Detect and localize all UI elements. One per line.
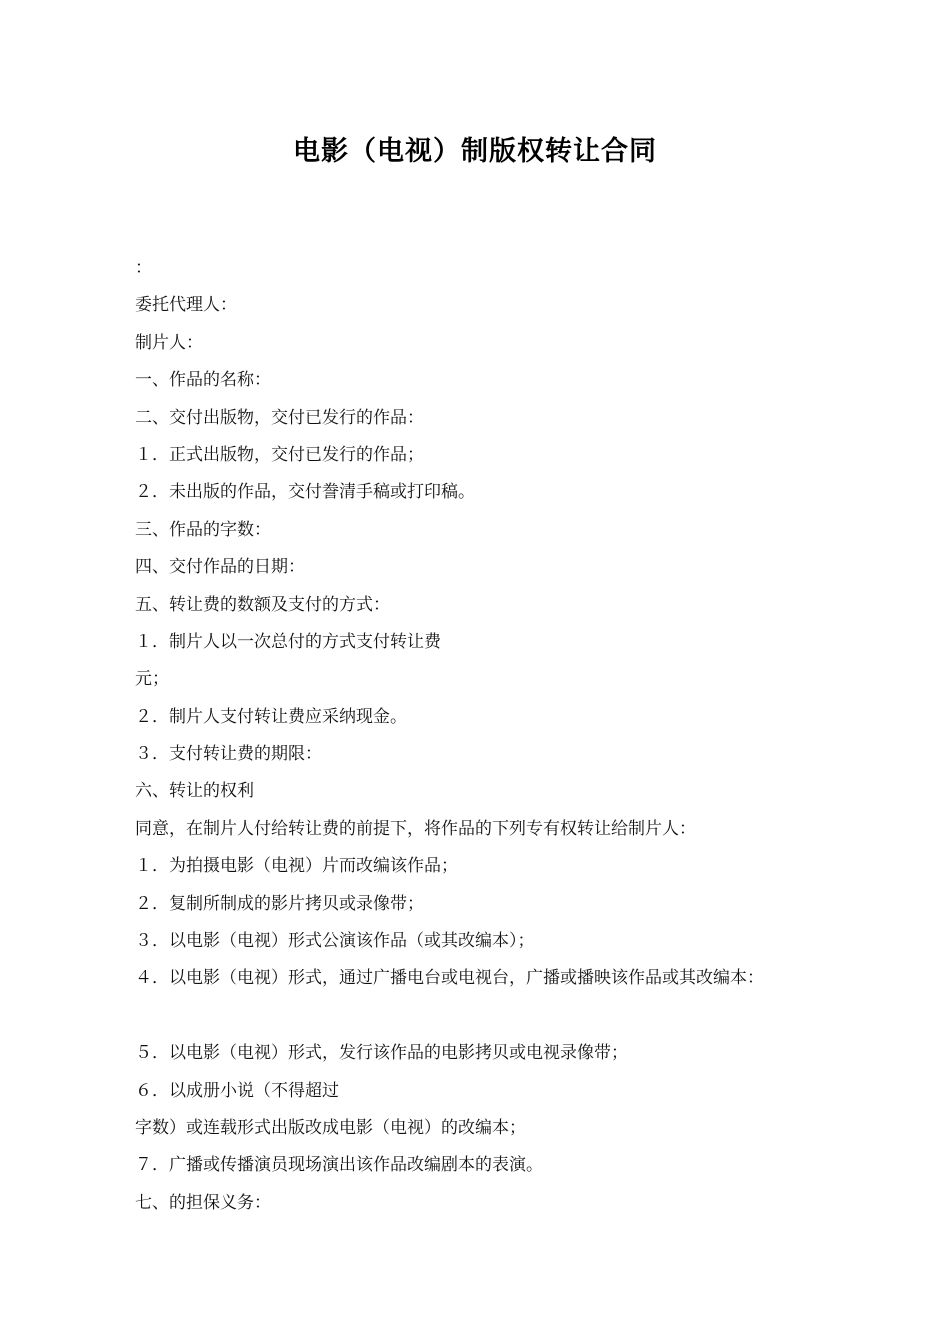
section-3-heading: 三、作品的字数： [135, 519, 271, 540]
agent-line: 委托代理人： [135, 295, 237, 316]
producer-line: 制片人： [135, 332, 203, 353]
section-4-heading: 四、交付作品的日期： [135, 557, 305, 578]
section-6-item-4: ４．以电影（电视）形式，通过广播电台或电视台，广播或播映该作品或其改编本： [135, 968, 764, 989]
section-2-item-1: １．正式出版物，交付已发行的作品； [135, 444, 424, 465]
section-6-item-3: ３．以电影（电视）形式公演该作品（或其改编本）； [135, 931, 535, 952]
section-6-item-6-continued: 字数）或连载形式出版改成电影（电视）的改编本； [135, 1117, 526, 1138]
section-5-item-1-continued: 元； [135, 669, 169, 690]
document-body [135, 250, 915, 1222]
section-6-item-1: １．为拍摄电影（电视）片而改编该作品； [135, 856, 458, 877]
section-6-intro: 同意，在制片人付给转让费的前提下，将作品的下列专有权转让给制片人： [135, 818, 696, 839]
section-5-item-2: ２．制片人支付转让费应采纳现金。 [135, 706, 407, 727]
section-6-item-5: ５．以电影（电视）形式，发行该作品的电影拷贝或电视录像带； [135, 1043, 628, 1064]
section-6-heading: 六、转让的权利 [135, 781, 254, 802]
blank-line [135, 998, 915, 1035]
section-5-item-3: ３．支付转让费的期限： [135, 744, 322, 765]
section-7-heading: 七、的担保义务： [135, 1192, 271, 1213]
section-5-heading: 五、转让费的数额及支付的方式： [135, 594, 390, 615]
section-6-item-2: ２．复制所制成的影片拷贝或录像带； [135, 893, 424, 914]
section-5-item-1: １．制片人以一次总付的方式支付转让费 [135, 631, 441, 652]
section-2-heading: 二、交付出版物，交付已发行的作品： [135, 407, 424, 428]
section-6-item-7: ７．广播或传播演员现场演出该作品改编剧本的表演。 [135, 1155, 543, 1176]
section-2-item-2: ２．未出版的作品，交付誊清手稿或打印稿。 [135, 482, 475, 503]
section-1-heading: 一、作品的名称： [135, 370, 271, 391]
section-6-item-6: ６．以成册小说（不得超过 [135, 1080, 339, 1101]
document-title: 电影（电视）制版权转让合同 [293, 136, 657, 167]
party-a-line: ： [135, 258, 152, 278]
